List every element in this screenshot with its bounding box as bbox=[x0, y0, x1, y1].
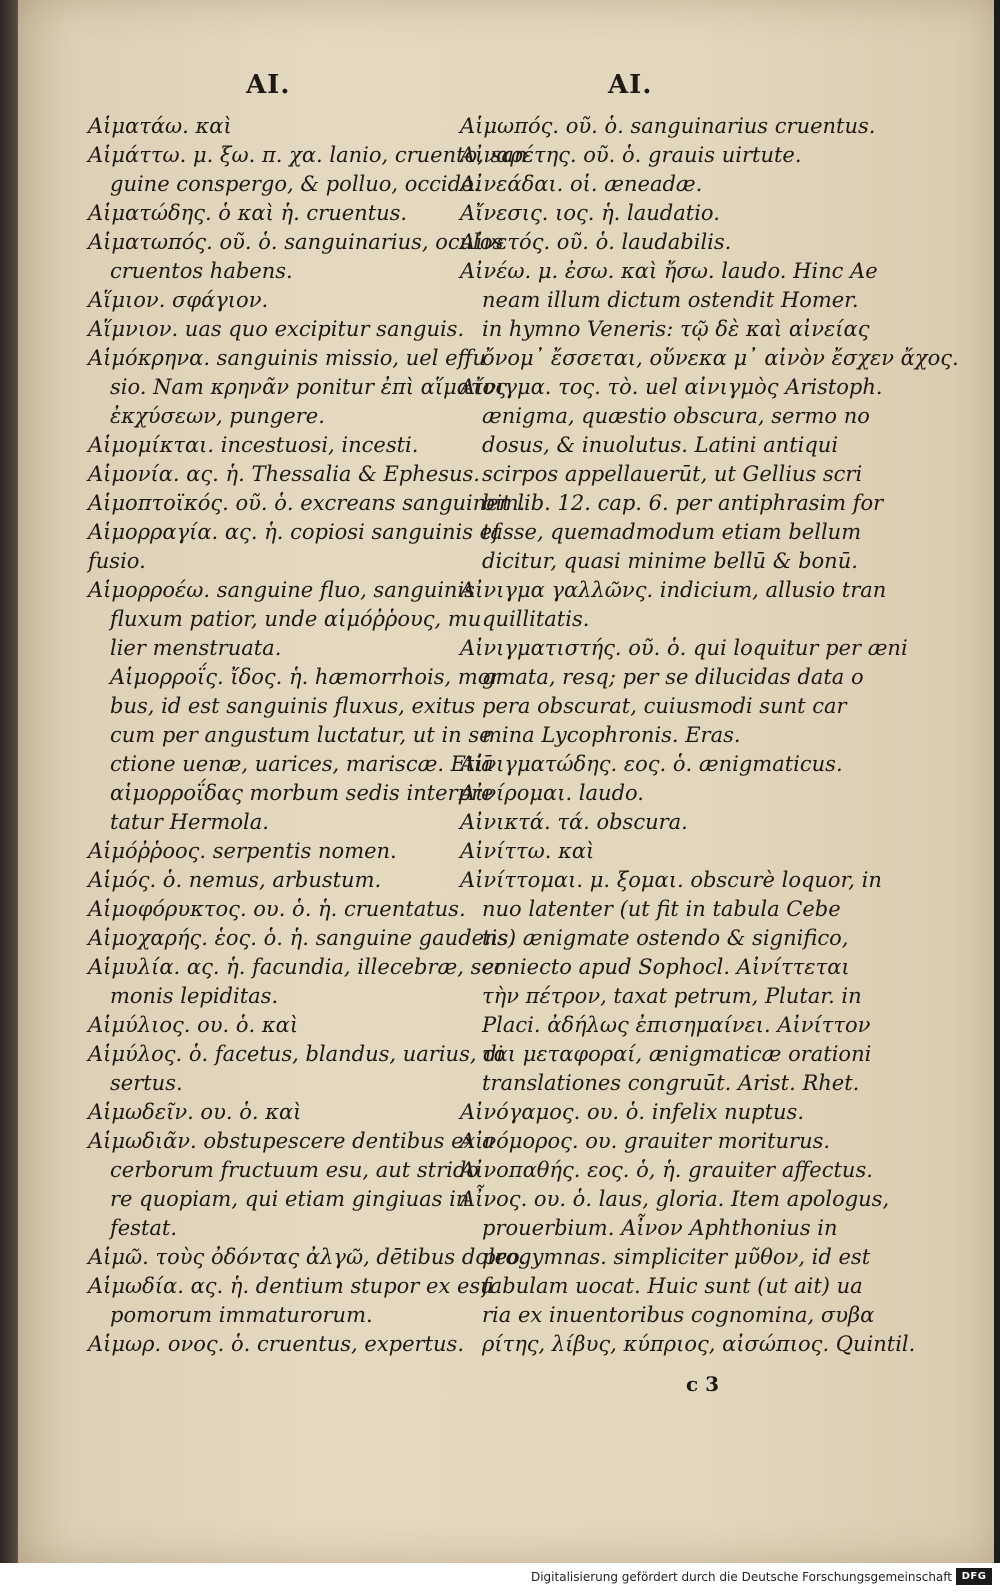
text-line: Αἱμωπός. οῦ. ὁ. sanguinarius cruentus. bbox=[460, 114, 876, 138]
text-line: quillitatis. bbox=[482, 607, 590, 631]
text-line: Αἰνίττομαι. μ. ξομαι. obscurè loquor, in bbox=[460, 868, 882, 892]
text-line: Αἱμωδία. ας. ἡ. dentium stupor ex esu bbox=[88, 1274, 494, 1298]
text-line: Αἱματώδης. ὁ καὶ ἡ. cruentus. bbox=[88, 201, 408, 225]
text-line: guine conspergo, & polluo, occido. bbox=[110, 172, 481, 196]
text-line: nuo latenter (ut fit in tabula Cebe bbox=[482, 897, 841, 921]
text-line: Αἰνόγαμος. ου. ὁ. infelix nuptus. bbox=[460, 1100, 804, 1124]
text-line: sio. Nam κρηνᾶν ponitur ἐπὶ αἵματος bbox=[110, 375, 507, 399]
text-line: progymnas. simpliciter μῦθον, id est bbox=[482, 1245, 871, 1269]
text-line: Αἱμορροέω. sanguine fluo, sanguinis bbox=[88, 578, 475, 602]
dfg-logo: DFG bbox=[956, 1568, 992, 1585]
text-line: Αἱμυλία. ας. ἡ. facundia, illecebræ, ser bbox=[88, 955, 504, 979]
running-head-right: AI. bbox=[608, 70, 653, 100]
text-line: ria ex inuentoribus cognomina, συβα bbox=[482, 1303, 875, 1327]
text-line: Αἱμονία. ας. ἡ. Thessalia & Ephesus. bbox=[88, 462, 480, 486]
text-line: Αἱματωπός. οῦ. ὁ. sanguinarius, oculos bbox=[88, 230, 504, 254]
text-line: bit lib. 12. cap. 6. per antiphrasim for bbox=[482, 491, 884, 515]
text-line: fluxum patior, unde αἱμόῤῥους, mu bbox=[110, 607, 482, 631]
text-line: gmata, resq; per se dilucidas data o bbox=[482, 665, 864, 689]
text-line: Αἰνόμορος. ου. grauiter moriturus. bbox=[460, 1129, 831, 1153]
text-line: Placi. ἀδήλως ἐπισημαίνει. Αἰνίττον bbox=[482, 1013, 871, 1037]
text-line: bus, id est sanguinis fluxus, exitus bbox=[110, 694, 476, 718]
text-line: fusio. bbox=[88, 549, 146, 573]
text-line: Αἱμῶ. τοὺς ὀδόντας ἀλγῶ, dētibus doleo. bbox=[88, 1245, 527, 1269]
text-line: Αἱμόῤῥοος. serpentis nomen. bbox=[88, 839, 397, 863]
text-line: Αἴνεσις. ιος. ἡ. laudatio. bbox=[460, 201, 720, 225]
text-line: Αἱμύλος. ὁ. facetus, blandus, uarius, di bbox=[88, 1042, 504, 1066]
text-line: prouerbium. Αἶνον Aphthonius in bbox=[482, 1216, 838, 1240]
text-line: tasse, quemadmodum etiam bellum bbox=[482, 520, 862, 544]
text-line: αἱμορροΐδας morbum sedis interpre bbox=[110, 781, 494, 805]
text-line: Αἰνεάδαι. οἱ. æneadæ. bbox=[460, 172, 703, 196]
text-line: re quopiam, qui etiam gingiuas in bbox=[110, 1187, 470, 1211]
text-line: Αἱματάω. καὶ bbox=[88, 114, 232, 138]
text-line: Αἵμιον. σφάγιον. bbox=[88, 288, 269, 312]
text-line: ὄνομ᾽ ἔσσεται, οὕνεκα μ᾽ αἰνὸν ἔσχεν ἄχος. bbox=[482, 346, 959, 370]
text-line: cruentos habens. bbox=[110, 259, 293, 283]
text-line: Αἶνος. ου. ὁ. laus, gloria. Item apologus, bbox=[460, 1187, 890, 1211]
text-line: scirpos appellauerūt, ut Gellius scri bbox=[482, 462, 863, 486]
funding-credit: Digitalisierung gefördert durch die Deutsche Forschungsgemeinschaft bbox=[530, 1570, 952, 1584]
text-line: ctione uenæ, uarices, mariscæ. Etiā bbox=[110, 752, 494, 776]
text-line: Αἰνιγματιστής. οῦ. ὁ. qui loquitur per æni bbox=[460, 636, 908, 660]
right-column bbox=[460, 112, 959, 1359]
signature-mark: c 3 bbox=[686, 1372, 720, 1396]
text-line: Αἱμορροΐς. ἴδος. ἡ. hæmorrhois, mor bbox=[110, 665, 501, 689]
text-line: Αἰνιγμα γαλλῶνς. indicium, allusio tran bbox=[460, 578, 887, 602]
text-line: Αἱμοπτοϊκός. οῦ. ὁ. excreans sanguinem. bbox=[88, 491, 526, 515]
text-line: Αἱμομίκται. incestuosi, incesti. bbox=[88, 433, 419, 457]
text-line: cerborum fructuum esu, aut strido bbox=[110, 1158, 479, 1182]
text-line: fabulam uocat. Huic sunt (ut ait) ua bbox=[482, 1274, 863, 1298]
text-line: Αἱμωδεῖν. ου. ὁ. καὶ bbox=[88, 1100, 302, 1124]
text-line: lier menstruata. bbox=[110, 636, 282, 660]
text-line: tis) ænigmate ostendo & significo, bbox=[482, 926, 849, 950]
text-line: in hymno Veneris: τῷ δὲ καὶ αἰνείας bbox=[482, 317, 870, 341]
text-line: mina Lycophronis. Eras. bbox=[482, 723, 741, 747]
text-line: Αἰνίττω. καὶ bbox=[460, 839, 595, 863]
text-line: Αἰνίρομαι. laudo. bbox=[460, 781, 644, 805]
text-line: pomorum immaturorum. bbox=[110, 1303, 373, 1327]
running-head-left: AI. bbox=[246, 70, 291, 100]
text-line: Αἰναρέτης. οῦ. ὁ. grauis uirtute. bbox=[460, 143, 802, 167]
text-line: tatur Hermola. bbox=[110, 810, 269, 834]
text-line: Αἱμοχαρής. ἑος. ὁ. ἡ. sanguine gaudens. bbox=[88, 926, 516, 950]
text-line: Αἰνικτά. τά. obscura. bbox=[460, 810, 688, 834]
book-page bbox=[18, 0, 994, 1563]
text-line: dosus, & inuolutus. Latini antiqui bbox=[482, 433, 839, 457]
text-line: Αἰνέω. μ. ἐσω. καὶ ἤσω. laudo. Hinc Ae bbox=[460, 259, 878, 283]
text-line: Αἱμόκρηνα. sanguinis missio, uel effu bbox=[88, 346, 486, 370]
text-line: Αἴνιγμα. τος. τὸ. uel αἰνιγμὸς Aristoph. bbox=[460, 375, 883, 399]
text-line: Αἰνοπαθής. εος. ὁ, ἡ. grauiter affectus. bbox=[460, 1158, 873, 1182]
text-line: Αἱμορραγία. ας. ἡ. copiosi sanguinis ef bbox=[88, 520, 500, 544]
text-line: Αἱμός. ὁ. nemus, arbustum. bbox=[88, 868, 382, 892]
text-line: sertus. bbox=[110, 1071, 183, 1095]
text-line: ænigma, quæstio obscura, sermo no bbox=[482, 404, 870, 428]
footer-bar bbox=[0, 1563, 1000, 1592]
text-line: τὴν πέτρον, taxat petrum, Plutar. in bbox=[482, 984, 862, 1008]
text-line: Αἱμωρ. ονος. ὁ. cruentus, expertus. bbox=[88, 1332, 464, 1356]
text-line: cum per angustum luctatur, ut in se bbox=[110, 723, 492, 747]
text-line: translationes congruūt. Arist. Rhet. bbox=[482, 1071, 860, 1095]
text-line: Αἰνιγματώδης. εος. ὁ. ænigmaticus. bbox=[460, 752, 843, 776]
text-line: Αἰνετός. οῦ. ὁ. laudabilis. bbox=[460, 230, 732, 254]
text-line: Αἱμωδιᾶν. obstupescere dentibus ex a bbox=[88, 1129, 495, 1153]
text-line: ἐκχύσεων, pungere. bbox=[110, 404, 325, 428]
text-line: Αἱμοφόρυκτος. ου. ὁ. ἡ. cruentatus. bbox=[88, 897, 466, 921]
text-line: neam illum dictum ostendit Homer. bbox=[482, 288, 859, 312]
text-line: Αἱμάττω. μ. ξω. π. χα. lanio, cruento, san bbox=[88, 143, 528, 167]
text-line: coniecto apud Sophocl. Αἰνίττεται bbox=[482, 955, 850, 979]
text-line: pera obscurat, cuiusmodi sunt car bbox=[482, 694, 847, 718]
text-line: festat. bbox=[110, 1216, 178, 1240]
text-line: ται μεταφοραί, ænigmaticæ orationi bbox=[482, 1042, 872, 1066]
text-line: ρίτης, λίβυς, κύπριος, αἰσώπιος. Quintil. bbox=[482, 1332, 916, 1356]
text-line: dicitur, quasi minime bellū & bonū. bbox=[482, 549, 858, 573]
text-line: Αἵμνιον. uas quo excipitur sanguis. bbox=[88, 317, 465, 341]
text-line: Αἱμύλιος. ου. ὁ. καὶ bbox=[88, 1013, 299, 1037]
text-line: monis lepiditas. bbox=[110, 984, 279, 1008]
